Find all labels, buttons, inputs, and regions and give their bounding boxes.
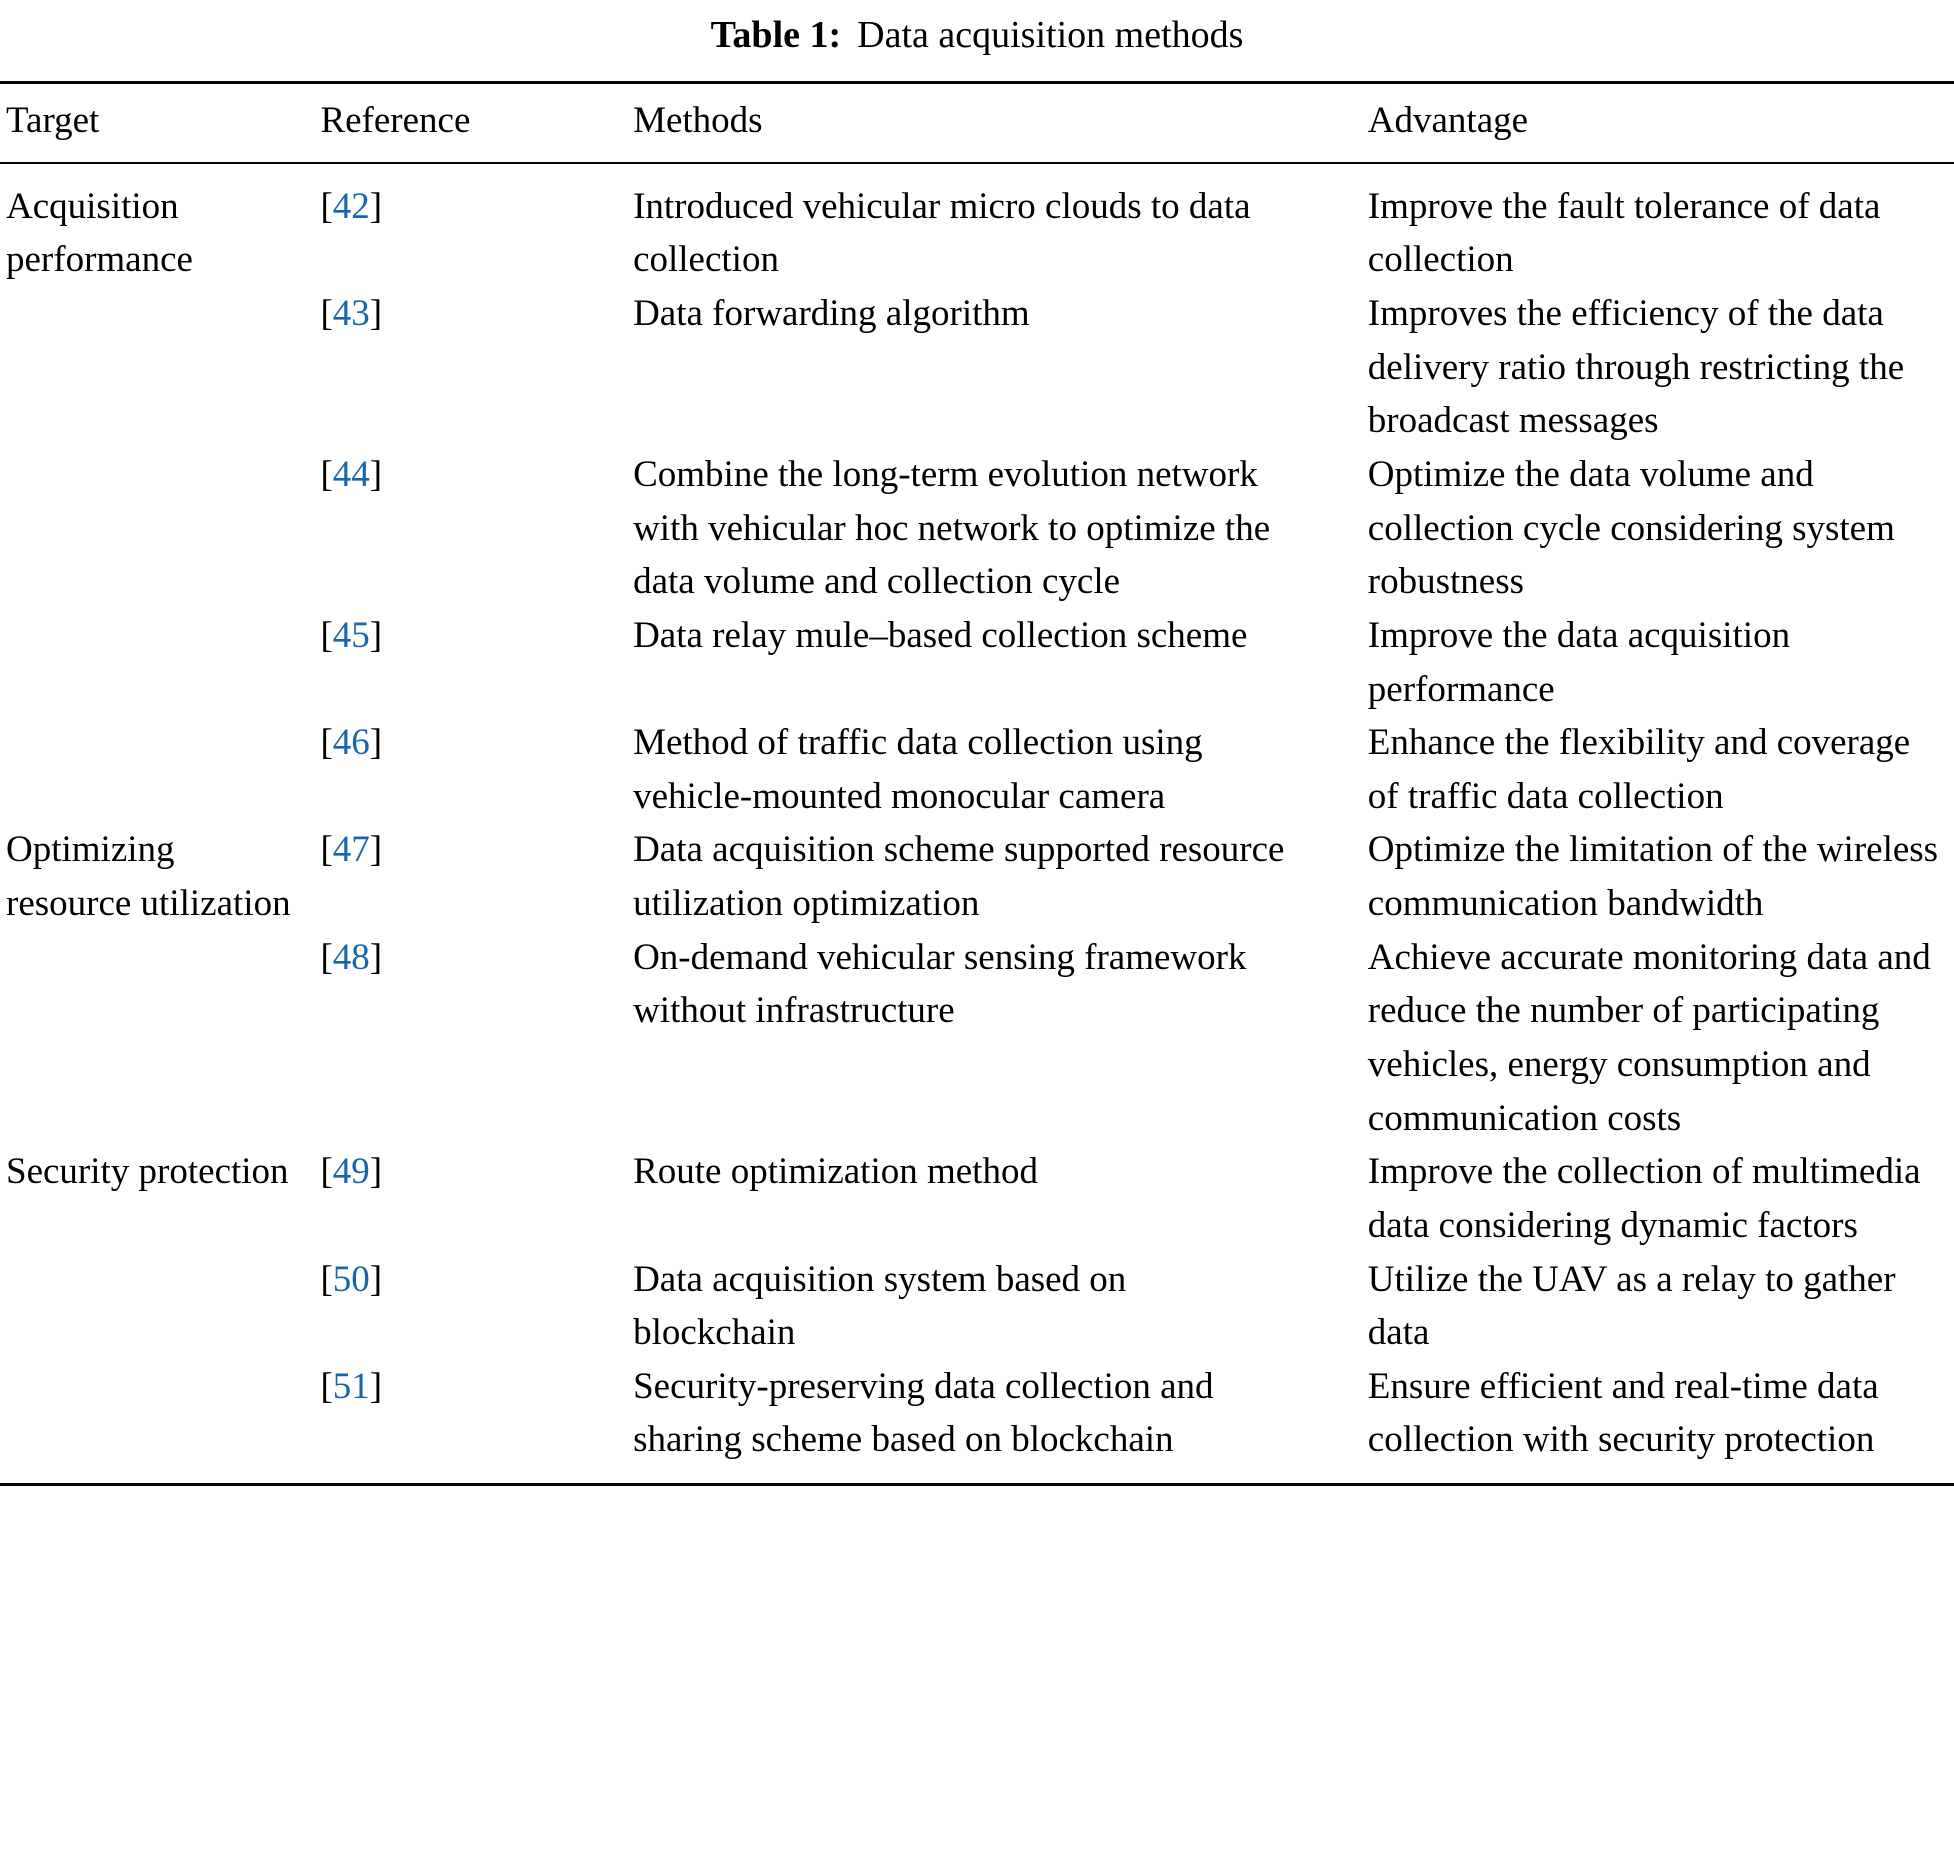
citation-link[interactable]: 47 bbox=[332, 829, 370, 871]
citation-link[interactable]: 42 bbox=[332, 185, 370, 227]
advantage-cell: Achieve accurate monitoring data and reduce the number of participating vehicles, energy consumption and communication costs bbox=[1367, 936, 1931, 1139]
advantage-cell: Improve the fault tolerance of data collection bbox=[1367, 185, 1881, 281]
citation-link[interactable]: 43 bbox=[332, 293, 370, 335]
paper-page bbox=[0, 8, 1954, 1486]
reference-cell: [50] bbox=[320, 1258, 383, 1300]
advantage-cell: Enhance the flexibility and coverage of traffic data collection bbox=[1367, 722, 1911, 817]
table-caption-label: Table 1: bbox=[710, 14, 842, 56]
advantage-cell: Improve the collection of multimedia data considering dynamic factors bbox=[1367, 1151, 1921, 1246]
header-row bbox=[0, 83, 1954, 163]
methods-cell: Combine the long-term evolution network with vehicular hoc network to optimize the data volume and collection cycle bbox=[633, 453, 1271, 603]
methods-cell: Data forwarding algorithm bbox=[633, 293, 1030, 335]
table-body bbox=[0, 163, 1954, 1485]
methods-cell: Security-preserving data collection and sharing scheme based on blockchain bbox=[633, 1365, 1214, 1461]
reference-cell: [43] bbox=[320, 293, 383, 335]
methods-cell: Data acquisition scheme supported resource utilization optimization bbox=[633, 829, 1285, 925]
column-header-advantage: Advantage bbox=[1368, 83, 1954, 163]
reference-cell: [44] bbox=[320, 453, 383, 495]
target-cell: Optimizing resource utilization bbox=[6, 829, 291, 925]
reference-cell: [48] bbox=[320, 936, 383, 978]
advantage-cell: Improves the efficiency of the data delivery ratio through restricting the broadcast messages bbox=[1367, 293, 1905, 442]
methods-cell: Route optimization method bbox=[633, 1151, 1038, 1193]
citation-link[interactable]: 48 bbox=[332, 936, 370, 978]
table-row bbox=[0, 823, 1954, 930]
reference-cell: [46] bbox=[320, 722, 383, 764]
table-caption bbox=[0, 8, 1954, 63]
target-cell: Acquisition performance bbox=[6, 185, 193, 281]
methods-cell: Data acquisition system based on blockchain bbox=[633, 1258, 1127, 1354]
citation-link[interactable]: 50 bbox=[332, 1258, 370, 1300]
citation-link[interactable]: 51 bbox=[332, 1365, 370, 1407]
advantage-cell: Optimize the limitation of the wireless communication bandwidth bbox=[1367, 829, 1939, 925]
methods-cell: Introduced vehicular micro clouds to data collection bbox=[633, 185, 1251, 281]
reference-cell: [51] bbox=[320, 1365, 383, 1407]
methods-cell: Data relay mule–based collection scheme bbox=[633, 614, 1248, 656]
column-header-target: Target bbox=[0, 83, 320, 163]
reference-cell: [49] bbox=[320, 1151, 383, 1193]
reference-cell: [45] bbox=[320, 614, 383, 656]
target-cell: Security protection bbox=[6, 1151, 289, 1193]
citation-link[interactable]: 45 bbox=[332, 614, 370, 656]
citation-link[interactable]: 49 bbox=[332, 1151, 370, 1193]
advantage-cell: Improve the data acquisition performance bbox=[1367, 614, 1791, 710]
citation-link[interactable]: 44 bbox=[332, 453, 370, 495]
column-header-reference: Reference bbox=[320, 83, 633, 163]
table-header bbox=[0, 83, 1954, 163]
advantage-cell: Utilize the UAV as a relay to gather data bbox=[1367, 1258, 1896, 1354]
reference-cell: [47] bbox=[320, 829, 383, 871]
table-row bbox=[0, 163, 1954, 287]
data-acquisition-table bbox=[0, 81, 1954, 1486]
methods-cell: Method of traffic data collection using vehicle-mounted monocular camera bbox=[633, 722, 1203, 817]
table-row bbox=[0, 1145, 1954, 1252]
advantage-cell: Ensure efficient and real-time data collection with security protection bbox=[1367, 1365, 1879, 1461]
citation-link[interactable]: 46 bbox=[332, 722, 370, 764]
methods-cell: On-demand vehicular sensing framework without infrastructure bbox=[633, 936, 1247, 1032]
column-header-methods: Methods bbox=[633, 83, 1368, 163]
reference-cell: [42] bbox=[320, 185, 383, 227]
advantage-cell: Optimize the data volume and collection cycle considering system robustness bbox=[1367, 453, 1895, 603]
table-caption-text: Data acquisition methods bbox=[857, 14, 1244, 56]
